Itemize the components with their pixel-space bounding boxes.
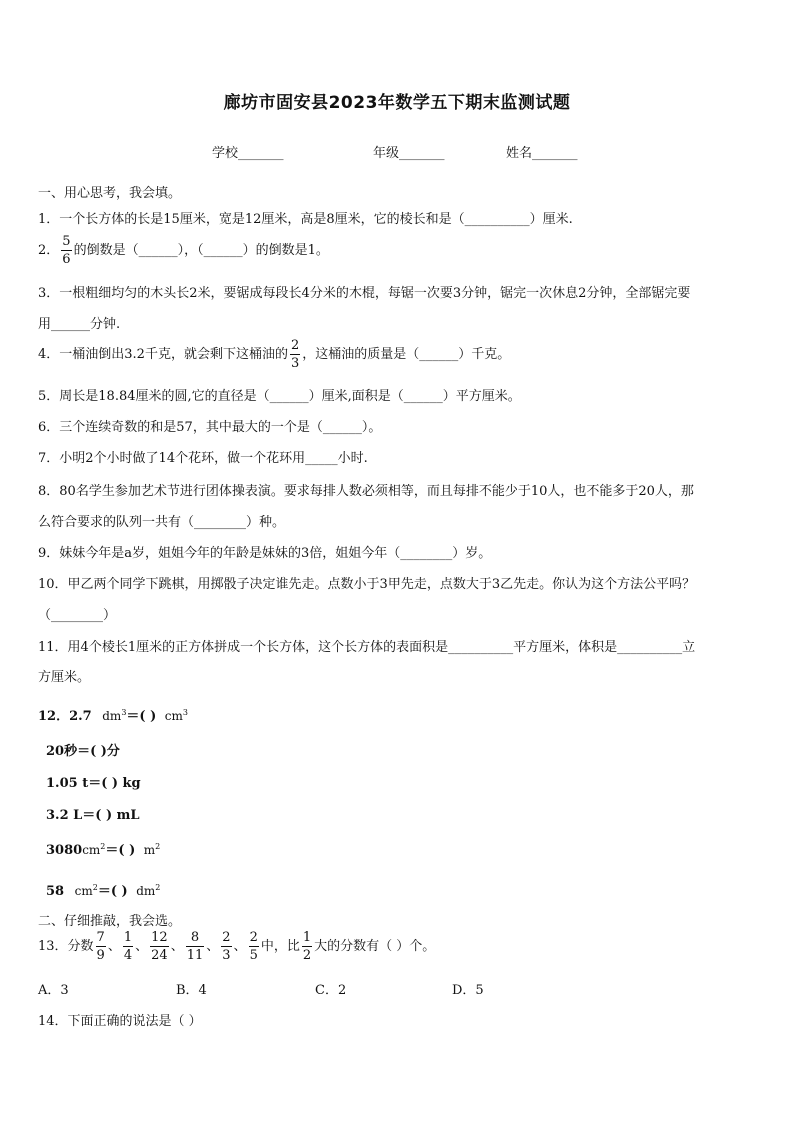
question-10-line-2: （________） bbox=[38, 608, 117, 623]
unit-exponent: 3 bbox=[121, 708, 127, 717]
fraction-12-24 bbox=[150, 931, 169, 962]
unit-text: dm bbox=[102, 709, 122, 723]
fraction-numerator: 1 bbox=[123, 930, 133, 945]
question-12-number: 12．2.7 bbox=[38, 709, 92, 724]
unit-cm2 bbox=[75, 884, 98, 898]
fraction-denominator: 6 bbox=[62, 252, 71, 267]
value-text: 58 bbox=[46, 884, 65, 899]
unit-dm3 bbox=[102, 709, 126, 723]
fraction-numerator: 8 bbox=[190, 930, 200, 945]
fraction-denominator: 4 bbox=[123, 948, 133, 963]
fraction-denominator: 2 bbox=[302, 948, 312, 963]
fraction-1-2 bbox=[302, 931, 312, 962]
question-8-line-2: 么符合要求的队列一共有（________）种。 bbox=[38, 515, 286, 530]
question-11-line-2: 方厘米。 bbox=[38, 670, 91, 685]
question-14: 14．下面正确的说法是（ ） bbox=[38, 1014, 202, 1029]
question-12-e bbox=[46, 839, 160, 858]
question-9: 9．妹妹今年是a岁，姐姐今年的年龄是妹妹的3倍，姐姐今年（________）岁。 bbox=[38, 546, 492, 561]
option-b: B．4 bbox=[176, 983, 207, 998]
question-12-c: 1.05 t＝( ) kg bbox=[46, 776, 141, 791]
fraction-numerator: 5 bbox=[62, 234, 71, 249]
fraction-1-4 bbox=[123, 931, 133, 962]
question-12-b: 20秒＝( )分 bbox=[46, 744, 120, 759]
question-1: 1．一个长方体的长是15厘米，宽是12厘米，高是8厘米，它的棱长和是（__________）厘米. bbox=[38, 212, 573, 227]
fraction-denominator: 11 bbox=[186, 948, 204, 963]
fraction-7-9 bbox=[96, 931, 106, 962]
question-12-d: 3.2 L＝( ) mL bbox=[46, 808, 140, 823]
grade-field: 年级_______ bbox=[373, 146, 445, 161]
value-text: 3080 bbox=[46, 843, 83, 858]
option-c: C．2 bbox=[315, 983, 347, 998]
unit-cm3 bbox=[165, 709, 188, 723]
question-13 bbox=[38, 931, 435, 962]
question-4 bbox=[38, 339, 510, 370]
question-13-text-b: 中，比 bbox=[260, 939, 300, 954]
unit-text: cm bbox=[82, 843, 101, 857]
unit-exponent: 2 bbox=[155, 883, 161, 892]
option-a: A．3 bbox=[38, 983, 69, 998]
fraction-denominator: 3 bbox=[290, 356, 300, 371]
section-heading-choice: 二、仔细推敲，我会选。 bbox=[38, 914, 182, 929]
question-12-a-blank: ＝( ) bbox=[126, 709, 157, 724]
question-7: 7．小明2个小时做了14个花环，做一个花环用_____小时. bbox=[38, 451, 368, 466]
unit-dm2 bbox=[136, 884, 160, 898]
unit-text: m bbox=[143, 843, 156, 857]
unit-text: cm bbox=[164, 709, 183, 723]
unit-text: dm bbox=[136, 884, 156, 898]
fraction-numerator: 1 bbox=[302, 930, 312, 945]
unit-m2 bbox=[144, 843, 160, 857]
question-2-text: 的倒数是（______），（______）的倒数是1。 bbox=[73, 243, 329, 258]
question-12-e-blank: ＝( ) bbox=[105, 843, 136, 858]
page-title: 廊坊市固安县2023年数学五下期末监测试题 bbox=[223, 93, 571, 113]
question-4-text-b: ，这桶油的质量是（______）千克。 bbox=[302, 347, 511, 362]
fraction-8-11 bbox=[186, 931, 205, 962]
question-3-line-1: 3．一根粗细均匀的木头长2米，要锯成每段长4分米的木棍，每锯一次要3分钟，锯完一次休息2分钟，全部锯完要 bbox=[38, 286, 691, 301]
school-field: 学校_______ bbox=[212, 146, 284, 161]
name-field: 姓名_______ bbox=[506, 146, 578, 161]
fraction-denominator: 5 bbox=[249, 948, 258, 963]
section-heading-fill: 一、用心思考，我会填。 bbox=[38, 186, 182, 201]
unit-exponent: 2 bbox=[155, 842, 161, 851]
unit-exponent: 3 bbox=[182, 708, 188, 717]
question-10-line-1: 10．甲乙两个同学下跳棋，用掷骰子决定谁先走。点数小于3甲先走，点数大于3乙先走。你认为这个方法公平吗？ bbox=[38, 577, 696, 592]
separator: 、 bbox=[107, 939, 121, 954]
unit-exponent: 2 bbox=[100, 842, 106, 851]
question-13-text-a: 13．分数 bbox=[38, 939, 94, 954]
fraction-5-6 bbox=[61, 235, 71, 266]
question-3-line-2: 用______分钟. bbox=[38, 317, 121, 332]
question-2 bbox=[38, 235, 329, 266]
fraction-numerator: 2 bbox=[290, 338, 300, 353]
fraction-numerator: 12 bbox=[151, 930, 168, 945]
question-4-text-a: 4．一桶油倒出3.2千克，就会剩下这桶油的 bbox=[38, 347, 288, 362]
question-2-number: 2． bbox=[38, 243, 60, 258]
question-8-line-1: 8．80名学生参加艺术节进行团体操表演。要求每排人数必须相等，而且每排不能少于10人，也不能多于20人，那 bbox=[38, 484, 694, 499]
fraction-denominator: 9 bbox=[96, 948, 105, 963]
fraction-numerator: 2 bbox=[249, 930, 258, 945]
fraction-2-3 bbox=[290, 339, 300, 370]
question-13-text-c: 大的分数有（ ）个。 bbox=[314, 939, 436, 954]
question-12-f bbox=[46, 880, 160, 899]
question-12-a bbox=[38, 705, 188, 724]
option-d: D．5 bbox=[452, 983, 484, 998]
question-5: 5．周长是18.84厘米的圆,它的直径是（______）厘米,面积是（______）平方厘米。 bbox=[38, 389, 521, 404]
separator: 、 bbox=[233, 939, 247, 954]
fraction-denominator: 24 bbox=[151, 948, 168, 963]
fraction-numerator: 2 bbox=[222, 930, 231, 945]
fraction-2-3 bbox=[221, 931, 231, 962]
fraction-2-5 bbox=[249, 931, 259, 962]
question-12-f-blank: ＝( ) bbox=[97, 884, 128, 899]
question-11-line-1: 11．用4个棱长1厘米的正方体拼成一个长方体，这个长方体的表面积是__________平方厘米，体积是__________立 bbox=[38, 640, 696, 655]
unit-exponent: 2 bbox=[92, 883, 98, 892]
fraction-numerator: 7 bbox=[96, 930, 105, 945]
separator: 、 bbox=[206, 939, 220, 954]
question-6: 6．三个连续奇数的和是57，其中最大的一个是（______）。 bbox=[38, 420, 382, 435]
unit-text: cm bbox=[74, 884, 93, 898]
separator: 、 bbox=[135, 939, 149, 954]
unit-cm2 bbox=[82, 843, 105, 857]
separator: 、 bbox=[170, 939, 184, 954]
fraction-denominator: 3 bbox=[222, 948, 231, 963]
